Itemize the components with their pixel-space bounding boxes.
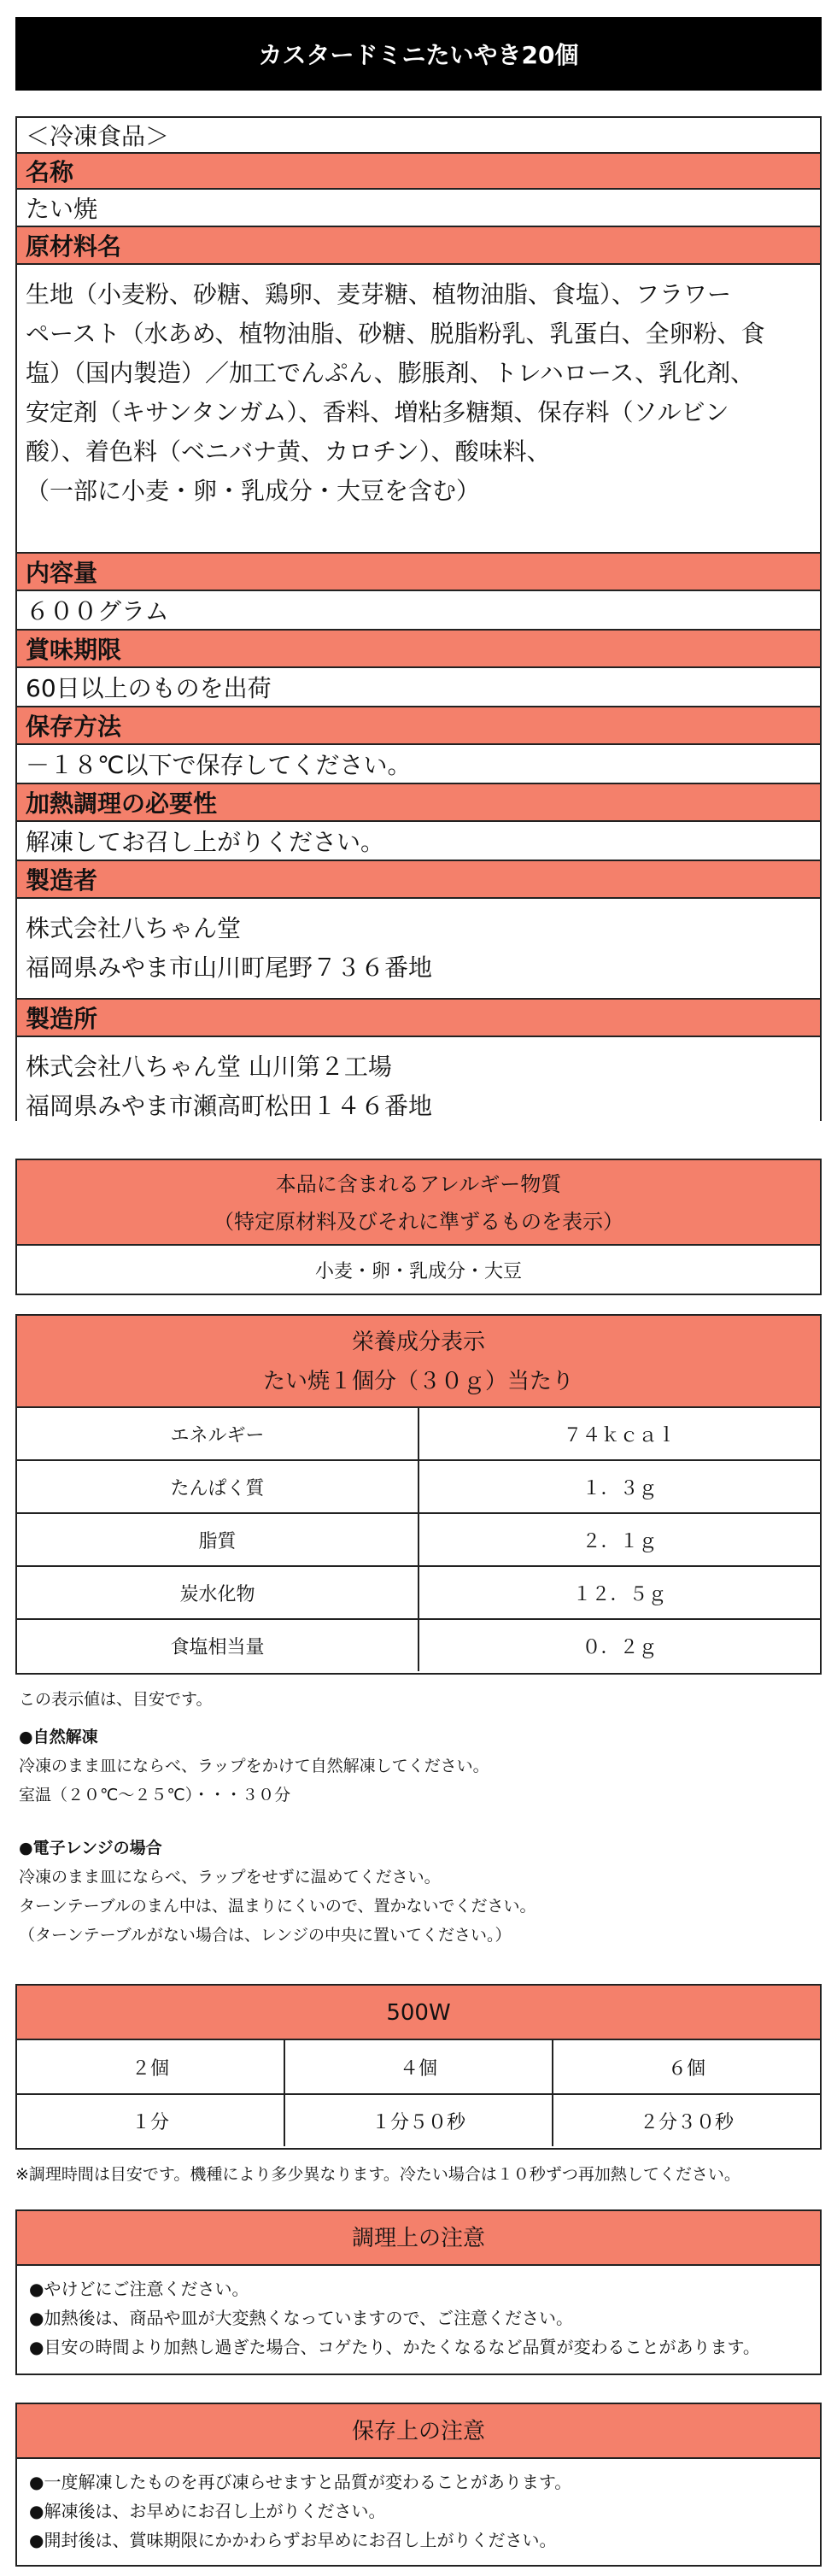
ingredients-line: 生地（小麦粉、砂糖、鶏卵、麦芽糖、植物油脂、食塩）、フラワー xyxy=(26,280,732,308)
ingredients-line: （一部に小麦・卵・乳成分・大豆を含む） xyxy=(26,477,481,505)
notes-line: 室温（２０℃～２５℃）・・・３０分 xyxy=(19,1786,291,1804)
heating-label: 加熱調理の必要性 xyxy=(17,783,820,820)
storage-caution-header: 保存上の注意 xyxy=(17,2404,820,2459)
product-title: カスタードミニたいやき20個 xyxy=(15,17,822,91)
microwave-time-row xyxy=(17,2093,820,2146)
storage-caution-box xyxy=(15,2403,822,2567)
nutrition-row xyxy=(17,1408,820,1459)
nutrition-row xyxy=(17,1565,820,1618)
cooking-caution-header: 調理上の注意 xyxy=(17,2211,820,2266)
count-cell: ２個 xyxy=(131,2057,169,2080)
cooking-caution-list xyxy=(17,2266,820,2370)
content-value: ６００グラム xyxy=(17,590,820,629)
category-text: ＜冷凍食品＞ xyxy=(17,118,820,152)
allergy-header-line: 本品に含まれるアレルギー物質 xyxy=(275,1172,562,1196)
time-cell: １分 xyxy=(131,2111,169,2133)
microwave-title: ●電子レンジの場合 xyxy=(19,1839,162,1857)
factory-line: 福岡県みやま市瀬高町松田１４６番地 xyxy=(26,1092,433,1120)
nutrition-table xyxy=(15,1314,822,1675)
nutrition-header-line: 栄養成分表示 xyxy=(351,1329,485,1355)
nutrient-name: たんぱく質 xyxy=(170,1477,265,1499)
factory-line: 株式会社八ちゃん堂 山川第２工場 xyxy=(26,1053,392,1081)
serving-notes xyxy=(19,1685,822,1950)
cooking-caution-box xyxy=(15,2209,822,2375)
natural-thaw-title: ●自然解凍 xyxy=(19,1728,98,1746)
microwave-time-table xyxy=(15,1984,822,2150)
nutrient-value: １２．５ｇ xyxy=(418,1567,820,1618)
food-label-table xyxy=(15,116,822,1121)
nutrition-header-line: たい焼１個分（３０ｇ）当たり xyxy=(262,1369,574,1394)
time-cell: ２分３０秒 xyxy=(552,2095,820,2146)
microwave-header: 500W xyxy=(17,1986,820,2040)
maker-label: 製造者 xyxy=(17,860,820,897)
notes-line: 冷凍のまま皿にならべ、ラップをかけて自然解凍してください。 xyxy=(19,1757,489,1775)
factory-label: 製造所 xyxy=(17,998,820,1036)
microwave-count-row xyxy=(17,2040,820,2093)
time-cell: １分５０秒 xyxy=(284,2095,552,2146)
allergy-header-line: （特定原材料及びそれに準ずるものを表示） xyxy=(214,1210,623,1234)
factory-value xyxy=(17,1036,820,1133)
ingredients-line: 酸）、着色料（ベニバナ黄、カロチン）、酸味料、 xyxy=(26,437,551,466)
storage-caution-list xyxy=(17,2459,820,2563)
allergy-value: 小麦・卵・乳成分・大豆 xyxy=(314,1260,522,1282)
expiry-label: 賞味期限 xyxy=(17,629,820,666)
content-label: 内容量 xyxy=(17,552,820,590)
ingredients-line: 安定剤（キサンタンガム）、香料、増粘多糖類、保存料（ソルビン xyxy=(26,398,729,426)
expiry-value: 60日以上のものを出荷 xyxy=(17,666,820,706)
allergy-header xyxy=(17,1160,820,1246)
maker-line: 福岡県みやま市山川町尾野７３６番地 xyxy=(26,954,433,982)
name-label: 名称 xyxy=(17,152,820,188)
storage-method-value: －１８℃以下で保存してください。 xyxy=(17,743,820,783)
ingredients-value xyxy=(17,263,820,552)
nutrition-header xyxy=(17,1316,820,1408)
ingredients-line: ペースト（水あめ、植物油脂、砂糖、脱脂粉乳、乳蛋白、全卵粉、食 xyxy=(26,320,765,348)
nutrient-name: 脂質 xyxy=(198,1530,237,1552)
nutrition-row xyxy=(17,1459,820,1512)
nutrient-value: ２．１ｇ xyxy=(418,1514,820,1565)
ingredients-label: 原材料名 xyxy=(17,226,820,263)
maker-value xyxy=(17,897,820,998)
notes-line: 冷凍のまま皿にならべ、ラップをせずに温めてください。 xyxy=(19,1868,441,1887)
nutrition-row xyxy=(17,1618,820,1671)
list-item: ●加熱後は、商品や皿が大変熱くなっていますので、ご注意ください。 xyxy=(29,2308,574,2328)
nutrient-name: エネルギー xyxy=(170,1424,265,1446)
notes-line: （ターンテーブルがない場合は、レンジの中央に置いてください。） xyxy=(19,1926,512,1945)
nutrient-name: 食塩相当量 xyxy=(170,1636,265,1658)
nutrient-name: 炭水化物 xyxy=(179,1583,255,1605)
heating-value: 解凍してお召し上がりください。 xyxy=(17,820,820,860)
count-cell: ６個 xyxy=(552,2040,820,2093)
microwave-footnote: ※調理時間は目安です。機種により多少異なります。冷たい場合は１０秒ずつ再加熱してください。 xyxy=(15,2165,740,2184)
list-item: ●やけどにご注意ください。 xyxy=(29,2279,249,2299)
list-item: ●一度解凍したものを再び凍らせますと品質が変わることがあります。 xyxy=(29,2472,572,2492)
storage-method-label: 保存方法 xyxy=(17,706,820,743)
ingredients-line: 塩）（国内製造）／加工でんぷん、膨脹剤、トレハロース、乳化剤、 xyxy=(26,359,755,387)
maker-line: 株式会社八ちゃん堂 xyxy=(26,914,242,942)
nutrition-row xyxy=(17,1512,820,1565)
nutrient-value: １．３ｇ xyxy=(418,1461,820,1512)
allergy-table xyxy=(15,1159,822,1295)
list-item: ●目安の時間より加熱し過ぎた場合、コゲたり、かたくなるなど品質が変わることがあります。 xyxy=(29,2337,760,2357)
notes-line: ターンテーブルのまん中は、温まりにくいので、置かないでください。 xyxy=(19,1897,536,1916)
name-value: たい焼 xyxy=(17,188,820,226)
nutrient-value: ７４ｋｃａｌ xyxy=(418,1408,820,1459)
notes-line: この表示値は、目安です。 xyxy=(19,1690,213,1709)
list-item: ●開封後は、賞味期限にかかわらずお早めにお召し上がりください。 xyxy=(29,2530,557,2550)
count-cell: ４個 xyxy=(284,2040,552,2093)
list-item: ●解凍後は、お早めにお召し上がりください。 xyxy=(29,2501,386,2521)
nutrient-value: ０．２ｇ xyxy=(418,1620,820,1671)
